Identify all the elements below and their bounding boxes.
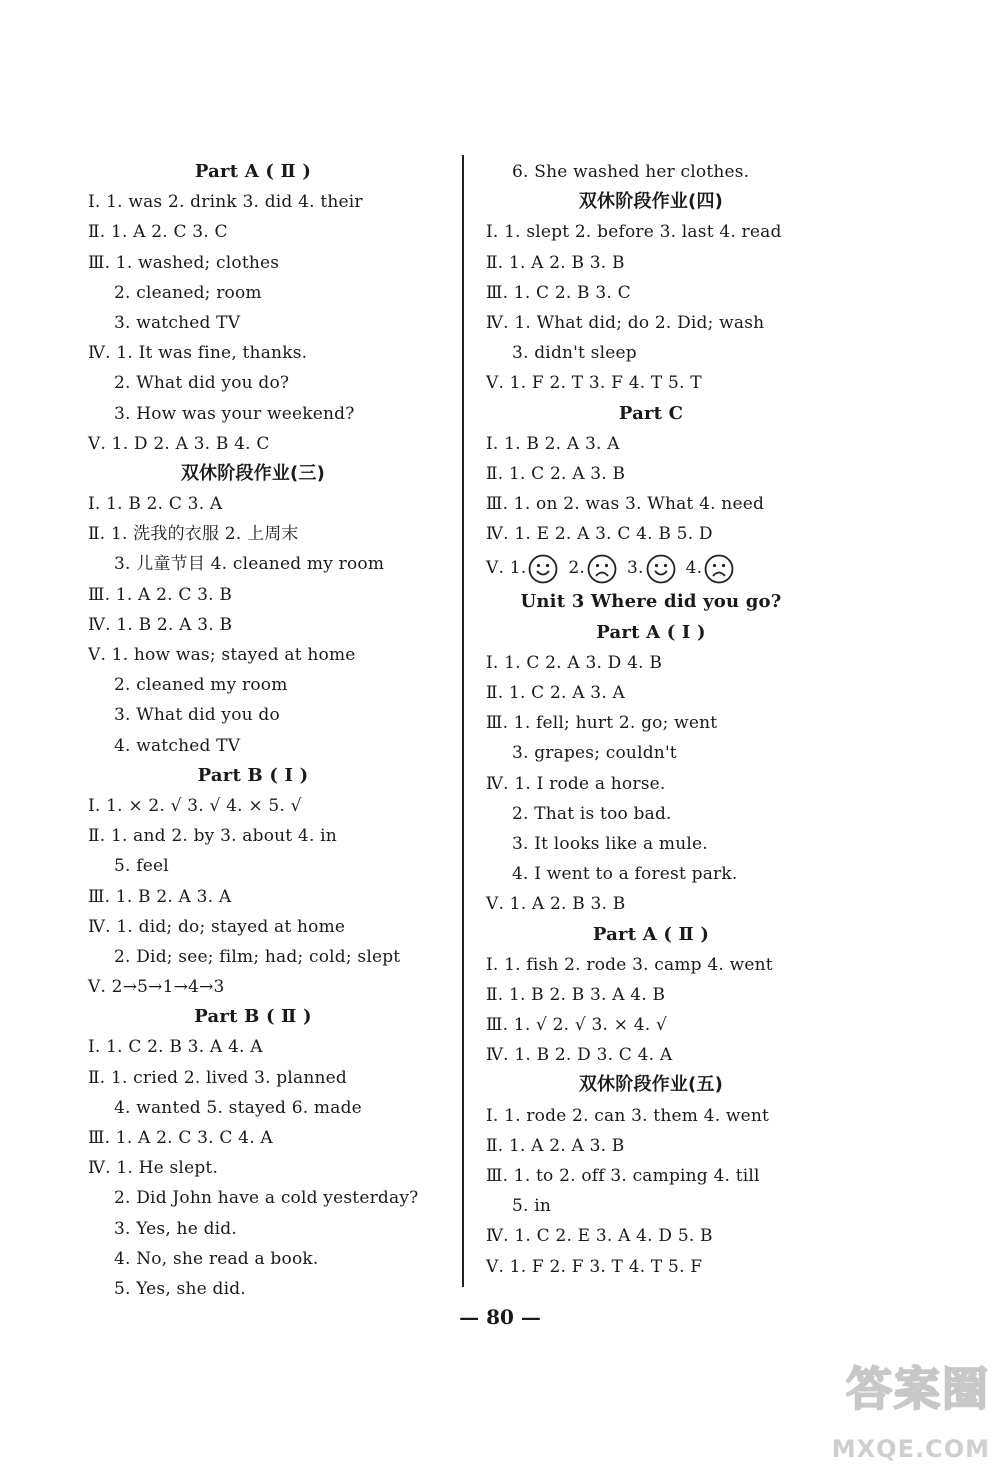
- answer-line: Ⅴ. 1. A 2. B 3. B: [486, 894, 626, 915]
- answer-line: 4. wanted 5. stayed 6. made: [114, 1097, 362, 1118]
- answer-line: Ⅲ. 1. on 2. was 3. What 4. need: [486, 494, 765, 515]
- answer-line: Ⅰ. 1. fish 2. rode 3. camp 4. went: [486, 954, 773, 975]
- answer-line: Ⅳ. 1. What did; do 2. Did; wash: [486, 312, 765, 333]
- answer-line: Ⅴ. 1. D 2. A 3. B 4. C: [88, 433, 270, 454]
- left-column: [88, 157, 448, 1304]
- answer-line: Ⅱ. 1. 洗我的衣服 2. 上周末: [88, 524, 299, 545]
- answer-line: Ⅳ. 1. He slept.: [88, 1158, 219, 1179]
- watermark-logo: [790, 1343, 990, 1463]
- answer-line: Ⅱ. 1. C 2. A 3. B: [486, 463, 626, 484]
- section-heading: Part B ( Ⅰ ): [197, 764, 309, 786]
- right-column: [486, 157, 846, 1282]
- answer-line: Ⅳ. 1. did; do; stayed at home: [88, 916, 346, 937]
- face-number: 1.: [509, 558, 527, 579]
- answer-line: Ⅴ. 1. F 2. T 3. F 4. T 5. T: [486, 373, 702, 394]
- answer-line: Ⅰ. 1. B 2. A 3. A: [486, 433, 620, 454]
- section-heading: Part A ( Ⅱ ): [592, 923, 710, 945]
- answer-line: Ⅲ. 1. to 2. off 3. camping 4. till: [486, 1166, 760, 1186]
- answer-line: Ⅱ. 1. A 2. B 3. B: [486, 252, 625, 273]
- answer-line: Ⅴ. 1. F 2. F 3. T 4. T 5. F: [486, 1256, 703, 1277]
- answer-line: Ⅲ. 1. C 2. B 3. C: [486, 282, 631, 303]
- answer-line: Ⅲ. 1. √ 2. √ 3. × 4. √: [486, 1015, 668, 1036]
- answer-line: Ⅳ. 1. B 2. A 3. B: [88, 614, 233, 635]
- answer-line: 2. Did; see; film; had; cold; slept: [114, 946, 401, 967]
- section-heading: Part A ( Ⅱ ): [194, 161, 312, 182]
- answer-line: 6. She washed her clothes.: [512, 162, 750, 182]
- answer-line: Ⅱ. 1. A 2. C 3. C: [88, 222, 228, 243]
- answer-line: Ⅱ. 1. B 2. B 3. A 4. B: [486, 984, 666, 1005]
- sad-face-icon: [587, 554, 617, 584]
- answer-line: 3. 儿童节目 4. cleaned my room: [114, 554, 385, 575]
- section-heading: 双休阶段作业(三): [180, 462, 326, 484]
- answer-line: Ⅰ. 1. C 2. A 3. D 4. B: [486, 652, 663, 673]
- answer-line: Ⅳ. 1. B 2. D 3. C 4. A: [486, 1045, 673, 1066]
- answer-line: Ⅰ. 1. × 2. √ 3. √ 4. × 5. √: [88, 795, 302, 816]
- watermark-url: MXQE.COM: [831, 1435, 990, 1463]
- answer-line: 3. grapes; couldn't: [512, 743, 677, 764]
- answer-line: 5. Yes, she did.: [114, 1278, 246, 1299]
- answer-line: Ⅰ. 1. was 2. drink 3. did 4. their: [88, 192, 363, 213]
- answer-line: 4. I went to a forest park.: [512, 864, 738, 885]
- section-heading: Part B ( Ⅱ ): [194, 1006, 312, 1028]
- section-heading: Unit 3 Where did you go?: [520, 591, 782, 613]
- answer-line: 3. watched TV: [114, 312, 241, 333]
- answer-line: 3. It looks like a mule.: [512, 833, 708, 854]
- answer-line: 2. Did John have a cold yesterday?: [114, 1188, 419, 1209]
- section-heading: 双休阶段作业(五): [578, 1074, 724, 1096]
- answer-line: Ⅳ. 1. E 2. A 3. C 4. B 5. D: [486, 524, 713, 545]
- answer-line: Ⅳ. 1. C 2. E 3. A 4. D 5. B: [486, 1226, 713, 1247]
- face-number: 2.: [568, 558, 585, 579]
- section-heading: Part A ( Ⅰ ): [596, 621, 706, 643]
- answer-line: Ⅲ. 1. fell; hurt 2. go; went: [486, 713, 718, 734]
- answer-line: 2. What did you do?: [114, 373, 290, 394]
- answer-line: 2. cleaned; room: [114, 282, 262, 303]
- answer-line: Ⅲ. 1. A 2. C 3. C 4. A: [88, 1128, 273, 1148]
- section-heading: Part C: [618, 402, 684, 424]
- answer-line: Ⅰ. 1. B 2. C 3. A: [88, 494, 223, 515]
- answer-line: Ⅱ. 1. C 2. A 3. A: [486, 683, 626, 703]
- answer-line: 2. cleaned my room: [114, 675, 288, 696]
- answer-line: 3. Yes, he did.: [114, 1218, 237, 1239]
- answer-line: 4. watched TV: [114, 735, 241, 756]
- answer-line: Ⅴ. 1. how was; stayed at home: [88, 645, 356, 665]
- answer-line: Ⅲ. 1. A 2. C 3. B: [88, 584, 233, 605]
- section-heading: 双休阶段作业(四): [578, 191, 724, 213]
- page-number: — 80 —: [459, 1305, 541, 1329]
- answer-line: 5. in: [512, 1196, 552, 1217]
- answer-line: 3. What did you do: [114, 705, 280, 726]
- smiley-face-icon: [646, 554, 676, 584]
- answer-line: Ⅲ. 1. washed; clothes: [88, 252, 280, 273]
- watermark-big-text: 答案圈: [846, 1362, 990, 1416]
- answer-line: 3. How was your weekend?: [114, 403, 355, 424]
- face-number: 3.: [626, 558, 644, 579]
- answer-line: Ⅲ. 1. B 2. A 3. A: [88, 886, 232, 907]
- answer-line: Ⅱ. 1. A 2. A 3. B: [486, 1135, 625, 1156]
- smiley-face-icon: [528, 554, 558, 584]
- answer-line: Ⅱ. 1. and 2. by 3. about 4. in: [88, 826, 337, 847]
- answer-line: Ⅰ. 1. rode 2. can 3. them 4. went: [486, 1105, 770, 1126]
- answer-line: Ⅰ. 1. C 2. B 3. A 4. A: [88, 1037, 263, 1058]
- answer-line: 5. feel: [114, 856, 169, 877]
- column-divider: [462, 155, 464, 1287]
- answer-line: Ⅴ. 2→5→1→4→3: [88, 977, 225, 998]
- answer-line: Ⅱ. 1. cried 2. lived 3. planned: [88, 1067, 347, 1088]
- answer-line: Ⅳ. 1. I rode a horse.: [486, 773, 666, 794]
- answer-line: 2. That is too bad.: [512, 803, 672, 824]
- sad-face-icon: [704, 554, 734, 584]
- answer-line: Ⅰ. 1. slept 2. before 3. last 4. read: [486, 222, 782, 243]
- answer-line: 3. didn't sleep: [512, 343, 637, 364]
- answer-line: 4. No, she read a book.: [114, 1248, 319, 1269]
- face-number: 4.: [685, 558, 703, 579]
- answer-prefix: Ⅴ.: [486, 558, 510, 579]
- answer-line-faces: [486, 549, 846, 587]
- answer-line: Ⅳ. 1. It was fine, thanks.: [88, 343, 308, 364]
